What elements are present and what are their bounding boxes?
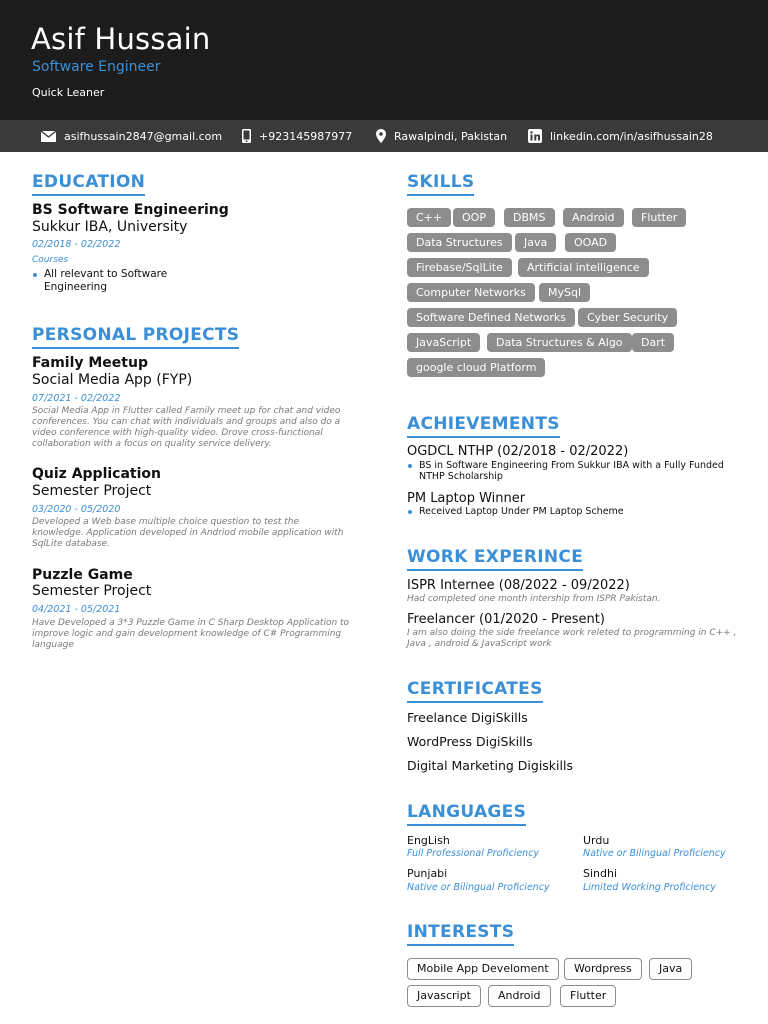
- course-item: All relevant to Software Engineering: [32, 268, 202, 294]
- work-description: Had completed one month intership from ISPR Pakistan.: [407, 594, 661, 604]
- section-title-certificates: CERTIFICATES: [407, 679, 543, 703]
- skill-tag: JavaScript: [407, 333, 480, 352]
- certificate-item: Digital Marketing Digiskills: [407, 758, 573, 773]
- section-title-achievements: ACHIEVEMENTS: [407, 414, 560, 438]
- language-name: Punjabi: [407, 867, 448, 880]
- skill-tag: Dart: [632, 333, 674, 352]
- section-title-skills: SKILLS: [407, 172, 474, 196]
- skill-tag: Artificial intelligence: [518, 258, 649, 277]
- envelope-icon: [41, 131, 56, 142]
- full-name: Asif Hussain: [31, 22, 211, 56]
- phone-text: +923145987977: [259, 129, 353, 143]
- education-degree: BS Software Engineering: [32, 202, 229, 218]
- contact-phone[interactable]: [242, 120, 352, 152]
- tagline: Quick Leaner: [32, 86, 105, 99]
- language-level: Native or Bilingual Proficiency: [583, 848, 726, 859]
- project-description: Have Developed a 3*3 Puzzle Game in C Sharp Desktop Application to improve logic and gain development knowledge of C# Programming language: [32, 618, 350, 650]
- project-dates: 07/2021 - 02/2022: [32, 393, 121, 404]
- contact-location: [376, 120, 507, 152]
- skill-tag: Data Structures: [407, 233, 512, 252]
- certificate-item: Freelance DigiSkills: [407, 710, 528, 725]
- project-subtitle: Semester Project: [32, 483, 152, 499]
- language-level: Native or Bilingual Proficiency: [407, 882, 550, 893]
- skill-tag: Cyber Security: [578, 308, 677, 327]
- achievement-name: PM Laptop Winner: [407, 491, 526, 506]
- interest-tag: Wordpress: [564, 958, 642, 980]
- interest-tag: Javascript: [407, 985, 481, 1007]
- project-description: Developed a Web base multiple choice question to test the knowledge. Application developed in Andriod mobile application with SqlLite database.: [32, 517, 344, 549]
- interest-tag: Android: [488, 985, 551, 1007]
- language-level: Limited Working Proficiency: [583, 882, 716, 893]
- language-name: Urdu: [583, 834, 610, 847]
- interest-tag: Flutter: [560, 985, 616, 1007]
- skill-tag: Firebase/SqlLite: [407, 258, 512, 277]
- project-name: Puzzle Game: [32, 567, 133, 583]
- work-role: Freelancer (01/2020 - Present): [407, 612, 605, 627]
- project-description: Social Media App in Flutter called Family meet up for chat and video conferences. You can chat with individuals and groups and also do a video conference with high-quality video. Drove cross-functional collaboration with a focus on quality service delivery.: [32, 406, 341, 449]
- education-school: Sukkur IBA, University: [32, 219, 188, 235]
- contact-email[interactable]: [41, 120, 222, 152]
- courses-label: Courses: [32, 255, 69, 265]
- skill-tag: Computer Networks: [407, 283, 535, 302]
- project-subtitle: Social Media App (FYP): [32, 372, 193, 388]
- project-dates: 03/2020 - 05/2020: [32, 504, 121, 515]
- skill-tag: C++: [407, 208, 451, 227]
- contact-bar: [0, 120, 768, 152]
- section-title-languages: LANGUAGES: [407, 802, 526, 826]
- section-title-interests: INTERESTS: [407, 922, 514, 946]
- project-dates: 04/2021 - 05/2021: [32, 604, 121, 615]
- work-role: ISPR Internee (08/2022 - 09/2022): [407, 578, 630, 593]
- certificate-item: WordPress DigiSkills: [407, 734, 533, 749]
- location-pin-icon: [376, 129, 386, 143]
- project-name: Quiz Application: [32, 466, 161, 482]
- achievement-detail: Received Laptop Under PM Laptop Scheme: [407, 506, 737, 517]
- language-name: EngLish: [407, 834, 450, 847]
- section-title-work: WORK EXPERINCE: [407, 547, 583, 571]
- resume-header: [0, 0, 768, 120]
- achievement-detail: BS in Software Engineering From Sukkur IBA with a Fully Funded NTHP Scholarship: [407, 460, 737, 482]
- interest-tag: Java: [649, 958, 692, 980]
- project-subtitle: Semester Project: [32, 583, 152, 599]
- section-title-projects: PERSONAL PROJECTS: [32, 325, 239, 349]
- skill-tag: Software Defined Networks: [407, 308, 575, 327]
- phone-icon: [242, 129, 251, 143]
- interest-tag: Mobile App Develoment: [407, 958, 559, 980]
- work-description: I am also doing the side freelance work releted to programming in C++ , Java , android & JavaScript work: [407, 628, 737, 649]
- skill-tag: MySql: [539, 283, 590, 302]
- skill-tag: Data Structures & Algo: [487, 333, 632, 352]
- linkedin-icon: [528, 129, 542, 143]
- skill-tag: google cloud Platform: [407, 358, 545, 377]
- language-name: Sindhi: [583, 867, 618, 880]
- skill-tag: OOP: [453, 208, 495, 227]
- skill-tag: Java: [515, 233, 556, 252]
- section-title-education: EDUCATION: [32, 172, 145, 196]
- achievement-name: OGDCL NTHP (02/2018 - 02/2022): [407, 444, 629, 459]
- job-title: Software Engineer: [32, 59, 161, 75]
- location-text: Rawalpindi, Pakistan: [394, 129, 508, 143]
- skill-tag: OOAD: [565, 233, 616, 252]
- contact-linkedin[interactable]: [528, 120, 713, 152]
- skill-tag: Android: [563, 208, 624, 227]
- skill-tag: Flutter: [632, 208, 686, 227]
- project-name: Family Meetup: [32, 355, 148, 371]
- email-text: asifhussain2847@gmail.com: [64, 129, 223, 143]
- skill-tag: DBMS: [504, 208, 555, 227]
- education-dates: 02/2018 - 02/2022: [32, 239, 121, 250]
- language-level: Full Professional Proficiency: [407, 848, 540, 859]
- linkedin-text: linkedin.com/in/asifhussain28: [550, 129, 713, 143]
